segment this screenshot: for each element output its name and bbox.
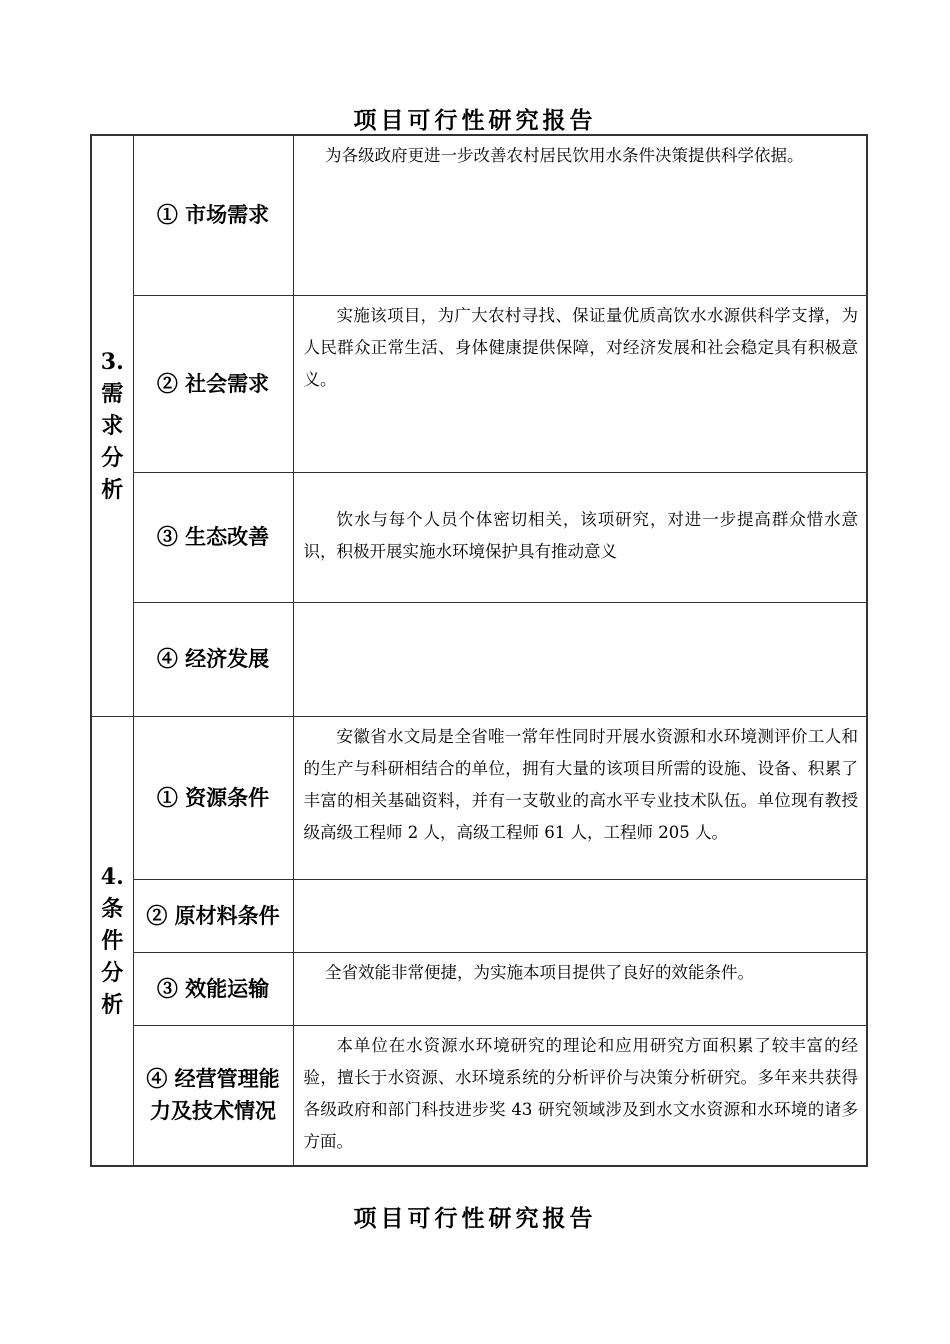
page-title: 项目可行性研究报告 [353, 107, 597, 134]
section-label-condition-analysis: 4. 条 件 分 析 [91, 716, 133, 1166]
table-row [91, 602, 867, 716]
row-label-market-demand: ① 市场需求 [133, 135, 293, 295]
row-content-resources: 安徽省水文局是全省唯一常年性同时开展水资源和水环境测评价工人和的生产与科研相结合的单位，拥有大量的该项目所需的设施、设备、积累了丰富的相关基础资料，并有一支敬业的高水平专业技术队伍。单位现有教授级高级工程师 2 人，高级工程师 61 人，工程师 205 人。 [293, 716, 867, 879]
row-label-transport: ③ 效能运输 [133, 952, 293, 1025]
row-content-management: 本单位在水资源水环境研究的理论和应用研究方面积累了较丰富的经验，擅长于水资源、水环境系统的分析评价与决策分析研究。多年来共获得各级政府和部门科技进步奖 43 研究领域涉及到水文水资源和水环境的诸多方面。 [293, 1025, 867, 1166]
row-content-market-demand: 为各级政府更进一步改善农村居民饮用水条件决策提供科学依据。 [293, 135, 867, 295]
table-row [91, 716, 867, 879]
section-number: 4. [100, 863, 124, 890]
table-row [91, 472, 867, 602]
row-label-resources: ① 资源条件 [133, 716, 293, 879]
table-row [91, 879, 867, 952]
table-row [91, 1025, 867, 1166]
row-label-ecology: ③ 生态改善 [133, 472, 293, 602]
row-content-transport: 全省效能非常便捷，为实施本项目提供了良好的效能条件。 [293, 952, 867, 1025]
table-row [91, 952, 867, 1025]
row-label-management: ④ 经营管理能力及技术情况 [133, 1025, 293, 1166]
row-content-economic [293, 602, 867, 716]
row-label-economic: ④ 经济发展 [133, 602, 293, 716]
feasibility-table [90, 134, 868, 1167]
next-page-title: 项目可行性研究报告 [353, 1205, 597, 1232]
row-content-social-demand: 实施该项目，为广大农村寻找、保证量优质高饮水水源供科学支撑，为人民群众正常生活、身体健康提供保障，对经济发展和社会稳定具有积极意义。 [293, 295, 867, 472]
table-row [91, 295, 867, 472]
section-label-demand-analysis: 3. 需 求 分 析 [91, 135, 133, 716]
table-row [91, 135, 867, 295]
row-content-ecology: 饮水与每个人员个体密切相关，该项研究，对进一步提高群众惜水意识，积极开展实施水环境保护具有推动意义 [293, 472, 867, 602]
row-label-social-demand: ② 社会需求 [133, 295, 293, 472]
section-number: 3. [100, 348, 124, 375]
row-content-materials [293, 879, 867, 952]
row-label-materials: ② 原材料条件 [133, 879, 293, 952]
